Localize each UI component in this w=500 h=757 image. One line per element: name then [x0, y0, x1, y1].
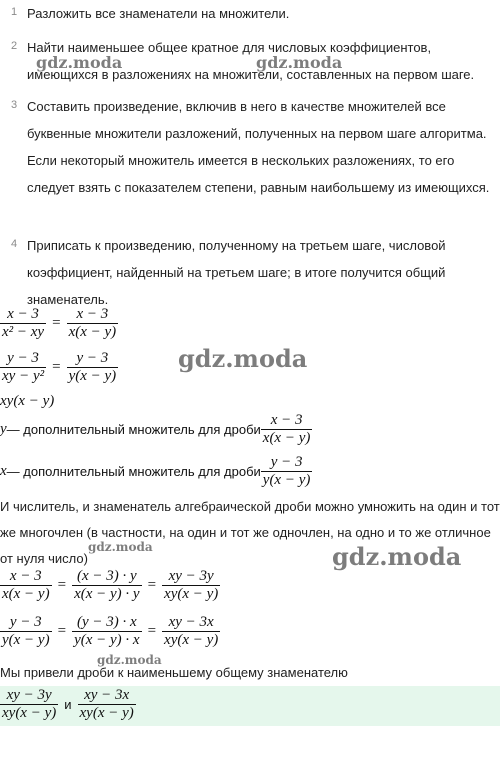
- step-text: Приписать к произведению, полученному на третьем шаге, числовой коэффициент, найденный на третьем шаге; в итоге получится общий знаменатель.: [27, 238, 446, 307]
- factorization-equation-1: $\frac{x - 3}{\text{x² − xy}}$ = $\frac{x - 3}{x(x - y)}$: [2, 306, 117, 340]
- watermark: gdz.moda: [256, 53, 343, 72]
- fraction: $\frac{xy - 3y}{xy(x - y)}$: [2, 687, 57, 721]
- step-text: Найти наименьшее общее кратное для числовых коэффициентов, имеющихся в разложениях на множители, составленных на первом шаге.: [27, 40, 475, 82]
- fraction: $\frac{xy - 3x}{xy(x - y)}$: [164, 614, 219, 648]
- conclusion-text: Мы привели дроби к наименьшему общему знаменателю: [0, 665, 348, 680]
- step-text: Составить произведение, включив в него в качестве множителей все буквенные множители разложений, полученных на первом шаге алгоритма. Если некоторый множитель имеется в нескольких разложениях, то его следует взять с показателем степени, равным наибольшему из имеющихся.: [27, 99, 490, 195]
- watermark: gdz.moda: [88, 540, 153, 554]
- watermark: gdz.moda: [332, 542, 462, 571]
- watermark: gdz.moda: [97, 653, 162, 667]
- multiplication-equation-2: $\frac{y - 3}{y(x - y)}$ = $\frac{(y - 3) \cdot x}{y(x - y) \cdot x}$ = $\frac{xy - 3x}{xy(x - y)}$: [2, 614, 219, 648]
- additional-multiplier-1: y— дополнительный множитель для дроби $\frac{x - 3}{x(x - y)}$: [0, 412, 311, 446]
- rule-paragraph: И числитель, и знаменатель алгебраической дроби можно умножить на один и тот же многочлен (в частности, на один и тот же одночлен, на одно и то же отличное от нуля число): [0, 499, 500, 566]
- step-number: 3: [11, 99, 18, 111]
- multiplication-equation-1: $\frac{x - 3}{x(x - y)}$ = $\frac{(x - 3) \cdot y}{x(x - y) \cdot y}$ = $\frac{xy - 3y}{xy(x - y)}$: [2, 568, 219, 602]
- fraction: $\frac{(x - 3) \cdot y}{x(x - y) \cdot y}$: [74, 568, 140, 602]
- fraction: $\frac{x - 3}{x(x - y)}$: [68, 306, 117, 340]
- final-answer: $\frac{xy - 3y}{xy(x - y)}$ и $\frac{xy - 3x}{xy(x - y)}$: [2, 687, 134, 721]
- watermark: gdz.moda: [36, 53, 123, 72]
- step-number: 2: [11, 40, 18, 52]
- fraction: $\frac{y - 3}{y(x - y)}$: [68, 350, 117, 384]
- step-text: Разложить все знаменатели на множители.: [27, 6, 290, 21]
- fraction: $\frac{(y - 3) \cdot x}{y(x - y) \cdot x}$: [74, 614, 140, 648]
- step-number: 1: [11, 6, 18, 18]
- fraction: $\frac{x - 3}{x(x - y)}$: [262, 412, 311, 446]
- watermark: gdz.moda: [178, 344, 308, 373]
- fraction: $\frac{x - 3}{x(x - y)}$: [2, 568, 50, 602]
- common-denominator: xy(x − y): [0, 393, 55, 409]
- fraction: $\frac{y - 3}{y(x - y)}$: [2, 614, 50, 648]
- fraction: $\frac{y - 3}{\text{xy − y²}}$: [2, 350, 45, 384]
- step-number: 4: [11, 238, 18, 250]
- fraction: $\frac{xy - 3y}{xy(x - y)}$: [164, 568, 219, 602]
- fraction: $\frac{xy - 3x}{xy(x - y)}$: [79, 687, 134, 721]
- fraction: $\frac{y - 3}{y(x - y)}$: [262, 454, 311, 488]
- factorization-equation-2: $\frac{y - 3}{\text{xy − y²}}$ = $\frac{y - 3}{y(x - y)}$: [2, 350, 117, 384]
- additional-multiplier-2: x— дополнительный множитель для дроби $\frac{y - 3}{y(x - y)}$: [0, 454, 311, 488]
- fraction: $\frac{x - 3}{\text{x² − xy}}$: [2, 306, 45, 340]
